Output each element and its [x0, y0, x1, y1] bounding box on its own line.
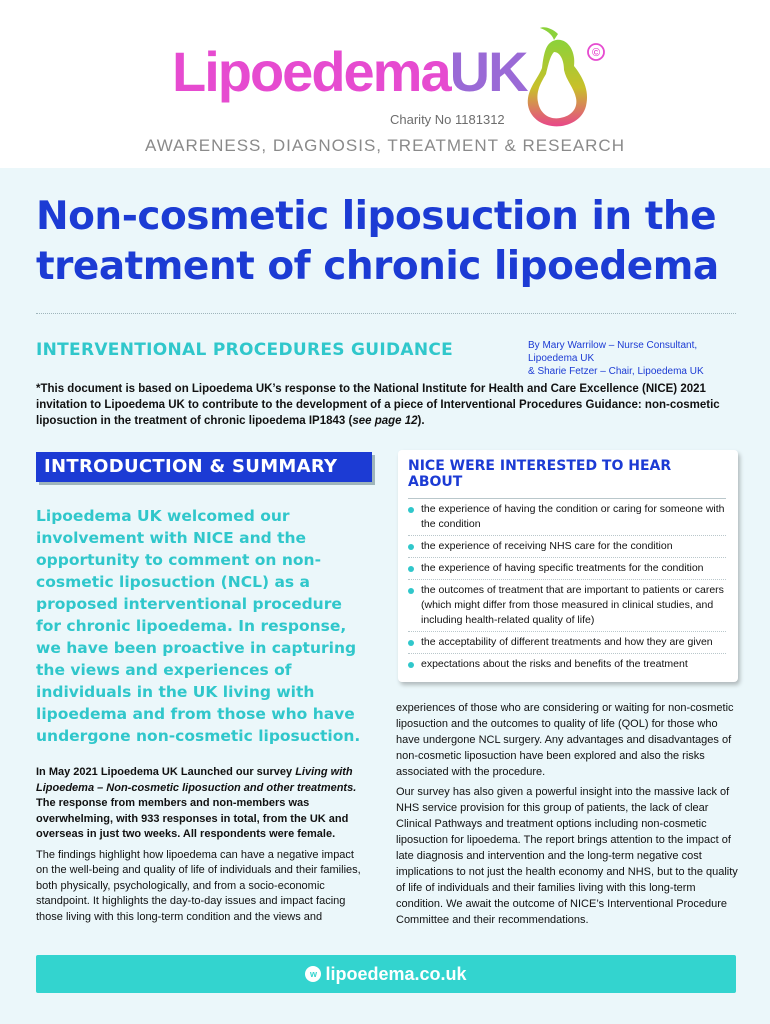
charity-number: Charity No 1181312 — [390, 112, 505, 127]
tagline: AWARENESS, DIAGNOSIS, TREATMENT & RESEARCH — [145, 136, 625, 155]
byline-line-1: By Mary Warrilow – Nurse Consultant, Lipoedema UK — [528, 340, 698, 364]
subtitle: INTERVENTIONAL PROCEDURES GUIDANCE — [36, 340, 454, 360]
bullet-icon — [408, 662, 414, 668]
right-paragraph-1: experiences of those who are considering or waiting for non-cosmetic liposuction and the outcomes to quality of life (QOL) for those who have undergone NCL surgery. Any advantages and disadvantages of non-cosmetic liposuction have been explored and also the risks associated with the procedure. — [396, 702, 734, 778]
list-item — [408, 499, 726, 536]
list-item — [408, 558, 726, 580]
list-item — [408, 632, 726, 654]
source-note — [36, 381, 736, 429]
bullet-icon — [408, 566, 414, 572]
list-item-text: the outcomes of treatment that are important to patients or carers (which might differ from those measured in clinical studies, and including health-related quality of life) — [421, 584, 724, 626]
logo-main-text: Lipoedema — [172, 40, 450, 103]
footer-banner — [36, 955, 736, 993]
list-item — [408, 536, 726, 558]
list-item-text: expectations about the risks and benefits of the treatment — [421, 658, 688, 670]
website-url: lipoedema.co.uk — [325, 963, 467, 984]
nice-box-title: NICE WERE INTERESTED TO HEAR ABOUT — [408, 450, 726, 499]
divider — [36, 313, 736, 314]
p1-end: The response from members and non-members was overwhelming, with 933 responses in total, from the UK and overseas in just two weeks. All respondents were female. — [36, 797, 349, 840]
bullet-icon — [408, 507, 414, 513]
note-end: ). — [417, 415, 425, 427]
bullet-icon — [408, 544, 414, 550]
web-icon — [305, 966, 321, 982]
lead-paragraph: Lipoedema UK welcomed our involvement with NICE and the opportunity to comment on non-cosmetic liposuction (NCL) as a proposed interventional procedure for chronic lipoedema. In response, we have been proactive in capturing the views and experiences of individuals in the UK living with lipoedema and from those who have undergone non-cosmetic liposuction. — [36, 507, 361, 745]
right-paragraph-2: Our survey has also given a powerful insight into the massive lack of NHS service provision for this group of patients, the lack of clear Clinical Pathways and treatment options including non-cosmetic liposuction for lipoedema. The report brings attention to the impact of late diagnosis and intervention and the long-term negative cost implications to not just the health economy and NHS, but to the quality of life of individuals and their families living with this long-term condition. We await the outcome of NICE’s Interventional Procedure Committee and their recommendations. — [396, 786, 738, 926]
copyright-mark: © — [591, 47, 601, 59]
body-paragraph-2: The findings highlight how lipoedema can have a negative impact on the well-being and quality of life of individuals and their families, both physically, psychologically, and from a socio-economic standpoint. It highlights the day-to-day issues and impact facing those living with this long-term condition and the views and — [36, 848, 361, 923]
document-title — [36, 192, 756, 292]
list-item — [408, 654, 726, 675]
header — [0, 0, 770, 168]
list-item — [408, 580, 726, 632]
bullet-icon — [408, 588, 414, 594]
note-page-link[interactable]: see page 12 — [352, 415, 418, 427]
bullet-icon — [408, 640, 414, 646]
list-item-text: the experience of having specific treatments for the condition — [421, 562, 704, 574]
logo-wordmark[interactable] — [172, 40, 527, 103]
body-paragraph-1 — [36, 765, 366, 843]
byline — [528, 339, 743, 378]
website-link[interactable] — [305, 964, 466, 985]
title-line-1: Non-cosmetic liposuction in the — [36, 194, 717, 239]
right-body — [396, 700, 742, 932]
left-body — [36, 765, 366, 930]
note-text: *This document is based on Lipoedema UK’s response to the National Institute for Health and Care Excellence (NICE) 2021 invitation to Lipoedema UK to contribute to the development of a piece of Interventional Procedures Guidance: non-cosmetic liposuction in the treatment of chronic lipoedema IP1843 ( — [36, 383, 720, 427]
web-icon-letter: w — [309, 968, 317, 979]
list-item-text: the experience of having the condition or caring for someone with the condition — [421, 503, 725, 530]
p1-start: In May 2021 Lipoedema UK Launched our survey — [36, 766, 296, 778]
intro-heading: INTRODUCTION & SUMMARY — [36, 452, 372, 482]
survey-title: Living with Lipoedema – Non-cosmetic liposuction and other treatments. — [36, 766, 357, 794]
title-line-2: treatment of chronic lipoedema — [36, 244, 719, 289]
logo-uk-text: UK — [449, 40, 527, 103]
pear-logo-icon — [506, 22, 606, 132]
list-item-text: the acceptability of different treatments and how they are given — [421, 636, 713, 648]
list-item-text: the experience of receiving NHS care for the condition — [421, 540, 673, 552]
byline-line-2: & Sharie Fetzer – Chair, Lipoedema UK — [528, 366, 704, 377]
nice-box — [398, 450, 738, 682]
nice-list — [408, 499, 726, 675]
